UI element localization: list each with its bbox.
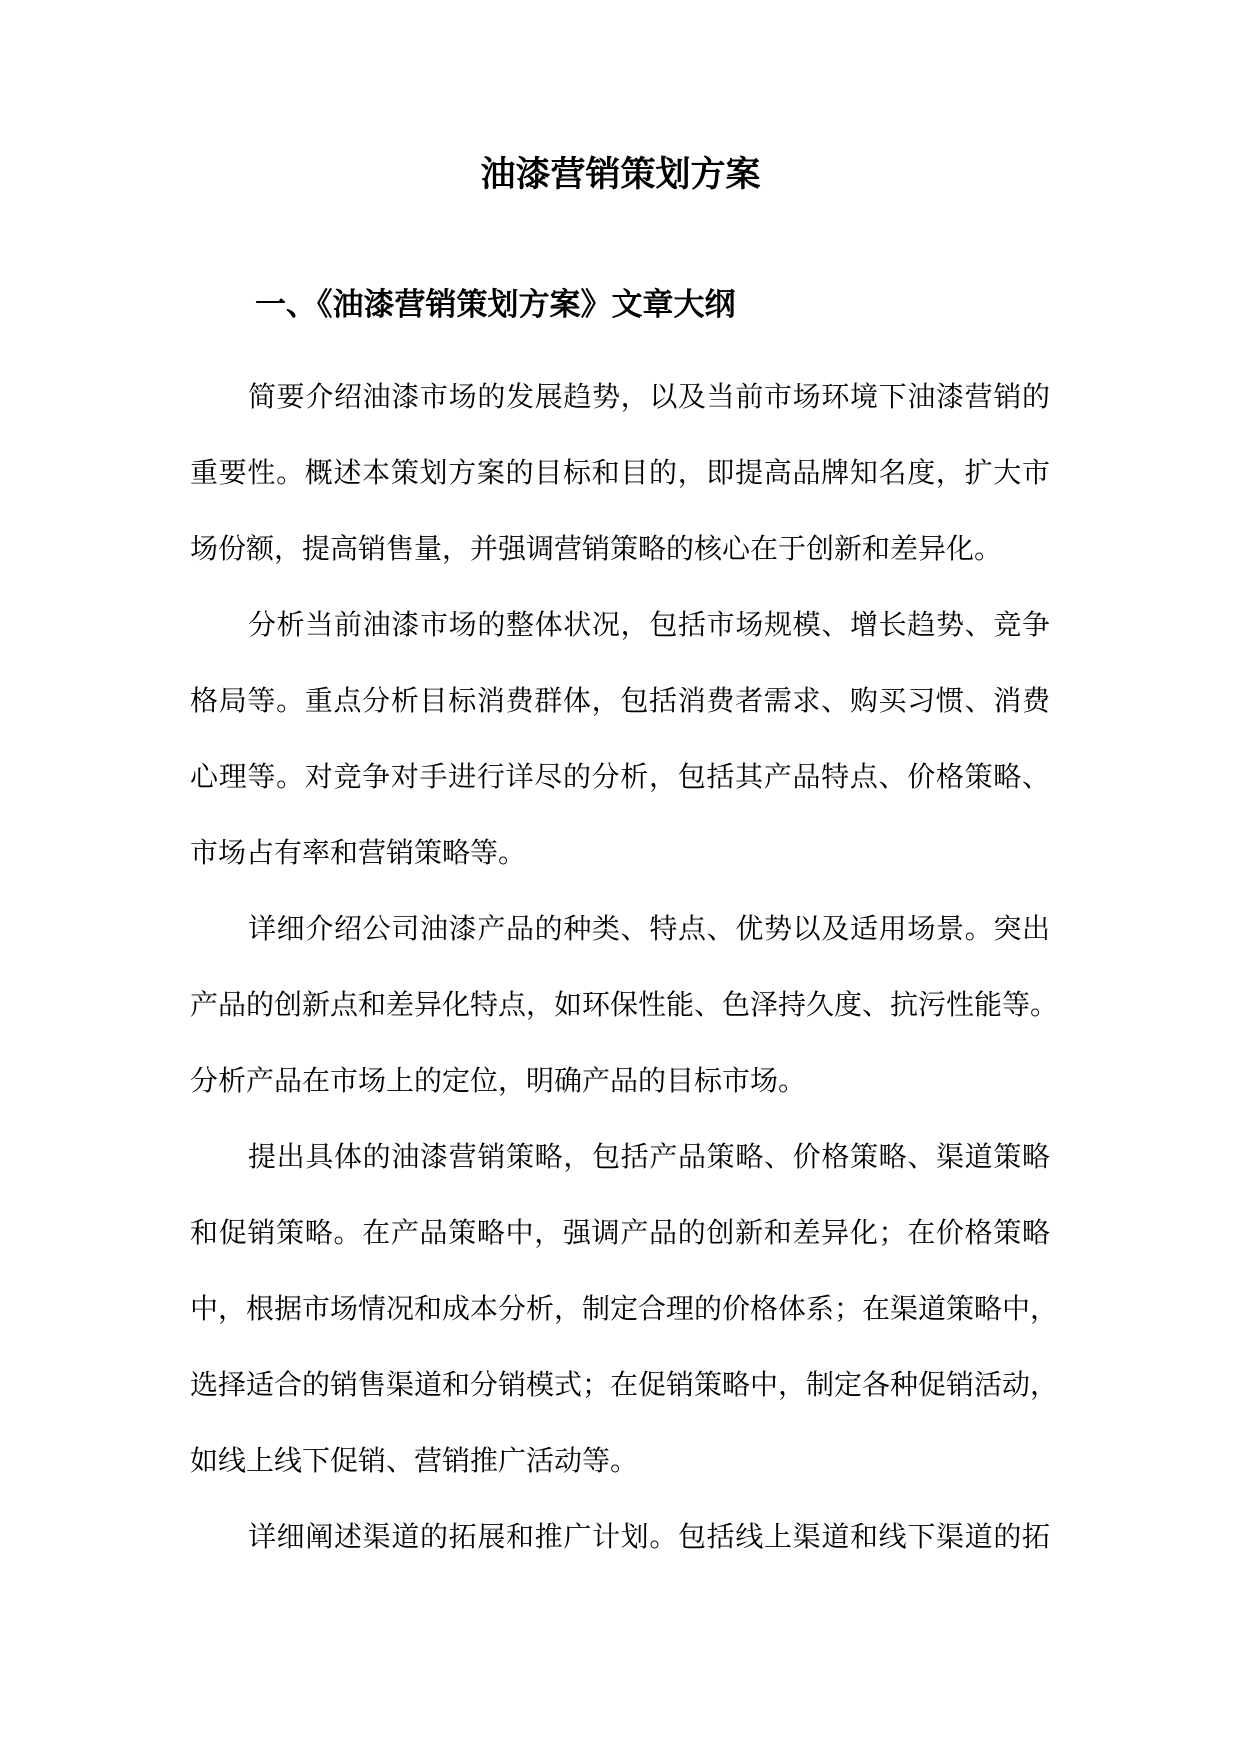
paragraph-line: 中，根据市场情况和成本分析，制定合理的价格体系；在渠道策略中， <box>190 1292 1059 1325</box>
document-body <box>190 359 1059 1575</box>
paragraph-line: 选择适合的销售渠道和分销模式；在促销策略中，制定各种促销活动， <box>190 1368 1059 1401</box>
paragraph-line: 场份额，提高销售量，并强调营销策略的核心在于创新和差异化。 <box>190 532 1003 565</box>
paragraph-line: 简要介绍油漆市场的发展趋势，以及当前市场环境下油漆营销的 <box>248 380 1050 413</box>
paragraph-line: 和促销策略。在产品策略中，强调产品的创新和差异化；在价格策略 <box>190 1216 1050 1249</box>
paragraph-product <box>190 891 1059 1119</box>
paragraph-line: 提出具体的油漆营销策略，包括产品策略、价格策略、渠道策略 <box>248 1140 1050 1173</box>
paragraph-intro <box>190 359 1050 587</box>
paragraph-line: 格局等。重点分析目标消费群体，包括消费者需求、购买习惯、消费 <box>190 684 1050 717</box>
paragraph-line: 重要性。概述本策划方案的目标和目的，即提高品牌知名度，扩大市 <box>190 456 1050 489</box>
paragraph-line: 产品的创新点和差异化特点，如环保性能、色泽持久度、抗污性能等。 <box>190 988 1059 1021</box>
section-heading: 一、《油漆营销策划方案》文章大纲 <box>255 287 736 323</box>
paragraph-line: 心理等。对竞争对手进行详尽的分析，包括其产品特点、价格策略、 <box>190 760 1050 793</box>
page-title: 油漆营销策划方案 <box>480 154 761 195</box>
paragraph-line: 分析当前油漆市场的整体状况，包括市场规模、增长趋势、竞争 <box>248 608 1050 641</box>
paragraph-line: 详细介绍公司油漆产品的种类、特点、优势以及适用场景。突出 <box>248 912 1050 945</box>
paragraph-line: 如线上线下促销、营销推广活动等。 <box>190 1444 639 1477</box>
paragraph-strategy <box>190 1119 1059 1499</box>
paragraph-line: 市场占有率和营销策略等。 <box>190 836 527 869</box>
paragraph-market-analysis <box>190 587 1050 891</box>
paragraph-line: 详细阐述渠道的拓展和推广计划。包括线上渠道和线下渠道的拓 <box>248 1520 1050 1553</box>
paragraph-channels <box>190 1499 1050 1575</box>
paragraph-line: 分析产品在市场上的定位，明确产品的目标市场。 <box>190 1064 807 1097</box>
